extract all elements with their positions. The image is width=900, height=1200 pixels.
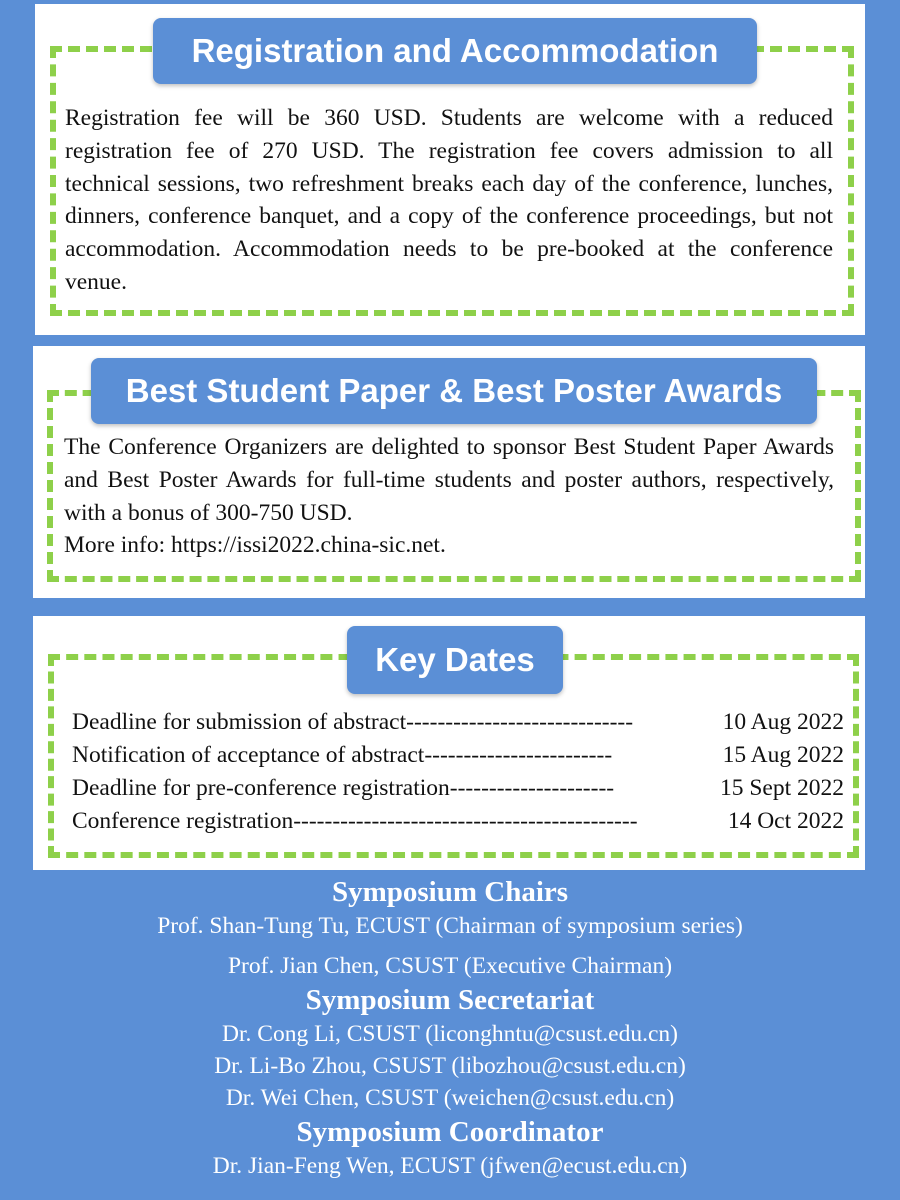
registration-text: Registration fee will be 360 USD. Students are welcome with a reduced registration fee of 270 USD. The registration fee covers admission to all technical sessions, two refreshment breaks each day of the conference, lunches, dinners, conference banquet, and a copy of the conference proceedings, but not accommodation. Accommodation needs to be pre-booked at the conference venue. [65,105,833,295]
awards-card [33,346,865,598]
registration-card [35,4,865,335]
key-date-dashes: ------------------------ [424,742,613,768]
symposium-people [0,874,900,1182]
key-date-value: 15 Sept 2022 [719,772,844,805]
coordinator-person: Dr. Jian-Feng Wen, ECUST (jfwen@ecust.edu.cn) [212,1153,688,1179]
key-date-value: 10 Aug 2022 [722,706,844,739]
key-date-row [72,706,844,739]
key-date-label: Conference registration [72,808,294,834]
chair-person: Prof. Shan-Tung Tu, ECUST (Chairman of symposium series) [157,913,743,939]
awards-description: The Conference Organizers are delighted to sponsor Best Student Paper Awards and Best Poster Awards for full-time students and poster authors, respectively, with a bonus of 300-750 USD. [64,434,834,526]
secretariat-person: Dr. Wei Chen, CSUST (weichen@csust.edu.cn) [225,1085,675,1111]
key-date-value: 15 Aug 2022 [722,739,844,772]
key-dates-title: Key Dates [347,626,563,694]
chairs-heading: Symposium Chairs [331,876,569,908]
chair-person: Prof. Jian Chen, CSUST (Executive Chairman) [227,953,673,979]
key-date-row [72,805,844,838]
key-date-value: 14 Oct 2022 [727,805,844,838]
secretariat-person: Dr. Cong Li, CSUST (liconghntu@csust.edu.cn) [222,1021,678,1047]
key-date-label: Deadline for submission of abstract [72,709,407,735]
key-date-dashes: --------------------- [449,775,615,801]
secretariat-heading: Symposium Secretariat [305,984,595,1016]
awards-title: Best Student Paper & Best Poster Awards [91,358,817,424]
registration-title: Registration and Accommodation [153,18,757,84]
awards-more-info: More info: https://issi2022.china-sic.net. [64,532,446,559]
key-date-label: Deadline for pre-conference registration [72,775,450,801]
key-date-dashes: ----------------------------- [406,709,634,735]
secretariat-person: Dr. Li-Bo Zhou, CSUST (libozhou@csust.edu.cn) [214,1053,686,1079]
key-date-row [72,739,844,772]
awards-text [64,431,834,562]
key-date-dashes: -------------------------------------------- [293,808,638,834]
key-date-label: Notification of acceptance of abstract [72,742,425,768]
key-date-row [72,772,844,805]
coordinator-heading: Symposium Coordinator [296,1116,604,1148]
